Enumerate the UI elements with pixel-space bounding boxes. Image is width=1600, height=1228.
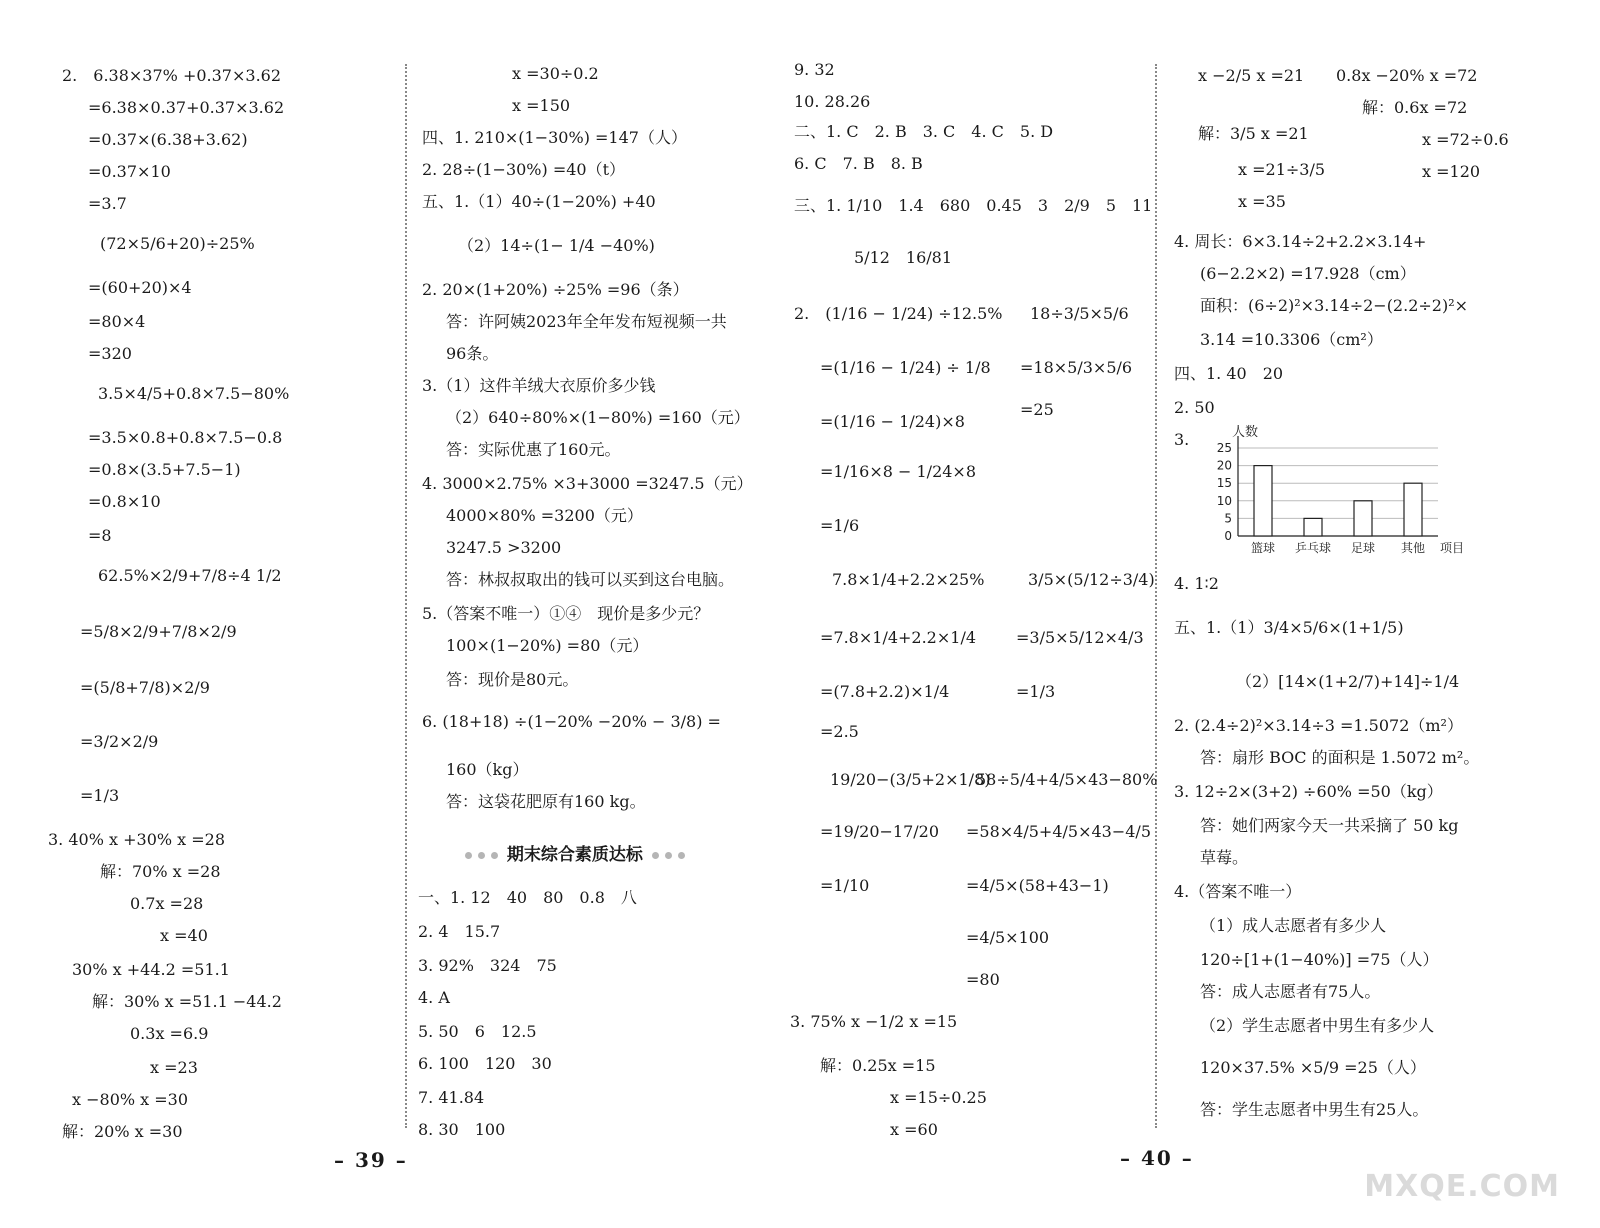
answer-line: 三、1. 1/10 1.4 680 0.45 3 2/9 5 11 <box>794 196 1153 215</box>
answer-line: =5/8×2/9+7/8×2/9 <box>80 622 237 641</box>
answer-line: 5. 50 6 12.5 <box>418 1022 537 1041</box>
y-tick-label: 25 <box>1216 441 1232 455</box>
answer-line: 5.（答案不唯一）①④ 现价是多少元？ <box>422 604 710 623</box>
answer-line: =80 <box>966 970 1000 989</box>
answer-line: =(60+20)×4 <box>88 278 192 297</box>
answer-line: 答：成人志愿者有75人。 <box>1200 982 1381 1001</box>
answer-line: x −2/5 x =21 <box>1198 66 1305 85</box>
dot-icon <box>478 852 485 859</box>
answer-line: x =120 <box>1422 162 1481 181</box>
answer-line: 解：3/5 x =21 <box>1198 124 1309 143</box>
answer-line: =4/5×(58+43−1) <box>966 876 1109 895</box>
answer-line: x =40 <box>160 926 208 945</box>
answer-line: =58×4/5+4/5×43−4/5 <box>966 822 1151 841</box>
answer-line: x =72÷0.6 <box>1422 130 1509 149</box>
answer-line: =18×5/3×5/6 <box>1020 358 1133 377</box>
answer-line: 3. 40% x +30% x =28 <box>48 830 226 849</box>
answer-line: 解：0.6x =72 <box>1362 98 1468 117</box>
answer-line: 100×(1−20%) =80（元） <box>446 636 649 655</box>
column-1 <box>0 0 400 1228</box>
answer-line: 4.（答案不唯一） <box>1174 882 1302 901</box>
answer-line: 19/20−(3/5+2×1/8) <box>830 770 991 789</box>
answer-line: 解：30% x =51.1 −44.2 <box>92 992 282 1011</box>
answer-line: 草莓。 <box>1200 848 1249 867</box>
answer-line: =1/16×8 − 1/24×8 <box>820 462 977 481</box>
answer-line: x −80% x =30 <box>72 1090 189 1109</box>
answer-line: 面积：(6÷2)²×3.14÷2−(2.2÷2)²× <box>1200 296 1469 315</box>
column-4 <box>1120 0 1590 1228</box>
answer-line: (72×5/6+20)÷25% <box>100 234 255 253</box>
answer-line: 3. <box>1174 430 1190 449</box>
answer-line: =3/5×5/12×4/3 <box>1016 628 1144 647</box>
answer-line: 0.3x =6.9 <box>130 1024 209 1043</box>
x-tick-label: 其他 <box>1400 541 1426 555</box>
answer-line: 答：这袋花肥原有160 kg。 <box>446 792 646 811</box>
answer-line: =0.8×(3.5+7.5−1) <box>88 460 241 479</box>
answer-line: 3247.5 >3200 <box>446 538 562 557</box>
answer-line: x =15÷0.25 <box>890 1088 987 1107</box>
answer-line: =(1/16 − 1/24) ÷ 1/8 <box>820 358 991 377</box>
answer-line: 4. A <box>418 988 450 1007</box>
answer-line: （2）640÷80%×(1−80%) =160（元） <box>446 408 750 427</box>
answer-line: =1/10 <box>820 876 870 895</box>
answer-line: 8. 30 100 <box>418 1120 506 1139</box>
answer-line: =1/3 <box>1016 682 1056 701</box>
x-tick-label: 乒乓球 <box>1294 541 1332 555</box>
answer-line: 4. 3000×2.75% ×3+3000 =3247.5（元） <box>422 474 753 493</box>
answer-line: =(7.8+2.2)×1/4 <box>820 682 950 701</box>
answer-line: x =150 <box>512 96 571 115</box>
answer-line: 120÷[1+(1−40%)] =75（人） <box>1200 950 1439 969</box>
answer-line: 3. 92% 324 75 <box>418 956 557 975</box>
answer-line: 62.5%×2/9+7/8÷4 1/2 <box>98 566 282 585</box>
answer-line: =4/5×100 <box>966 928 1050 947</box>
answer-line: 120×37.5% ×5/9 =25（人） <box>1200 1058 1426 1077</box>
answer-line: =(5/8+7/8)×2/9 <box>80 678 210 697</box>
answer-line: =0.37×(6.38+3.62) <box>88 130 248 149</box>
answer-line: 解：0.25x =15 <box>820 1056 936 1075</box>
answer-line: =1/6 <box>820 516 860 535</box>
answer-line: 四、1. 210×(1−30%) =147（人） <box>422 128 687 147</box>
answer-line: =8 <box>88 526 112 545</box>
answer-line: 3.（1）这件羊绒大衣原价多少钱 <box>422 376 656 395</box>
answer-line: 五、1.（1）3/4×5/6×(1+1/5) <box>1174 618 1404 637</box>
answer-line: =320 <box>88 344 132 363</box>
answer-line: =19/20−17/20 <box>820 822 940 841</box>
answer-line: 4. 周长：6×3.14÷2+2.2×3.14+ <box>1174 232 1427 251</box>
answer-line: 3. 12÷2×(3+2) ÷60% =50（kg） <box>1174 782 1443 801</box>
answer-line: 6. 100 120 30 <box>418 1054 552 1073</box>
page-number-right: – 40 – <box>1120 1146 1194 1170</box>
column-3 <box>790 0 1200 1228</box>
bar <box>1354 501 1372 536</box>
page-number-left: – 39 – <box>334 1148 408 1172</box>
answer-line: 3. 75% x −1/2 x =15 <box>790 1012 958 1031</box>
bar <box>1404 483 1422 536</box>
answer-line: 3.14 =10.3306（cm²） <box>1200 330 1383 349</box>
answer-line: 答：现价是80元。 <box>446 670 579 689</box>
answer-line: =3/2×2/9 <box>80 732 159 751</box>
y-tick-label: 0 <box>1224 529 1232 543</box>
answer-line: 58÷5/4+4/5×43−80% <box>976 770 1158 789</box>
answer-line: 4. 1∶2 <box>1174 574 1219 593</box>
answer-line: 2. (2.4÷2)²×3.14÷3 =1.5072（m²） <box>1174 716 1463 735</box>
answer-line: 7. 41.84 <box>418 1088 485 1107</box>
dot-icon <box>665 852 672 859</box>
answer-line: (6−2.2×2) =17.928（cm） <box>1200 264 1416 283</box>
answer-line: 二、1. C 2. B 3. C 4. C 5. D <box>794 122 1054 141</box>
y-tick-label: 15 <box>1216 476 1232 491</box>
y-axis-label: 人数 <box>1232 425 1259 440</box>
answer-line: 10. 28.26 <box>794 92 871 111</box>
answer-line: 160（kg） <box>446 760 529 779</box>
answer-line: 9. 32 <box>794 60 835 79</box>
answer-line: 3/5×(5/12÷3/4) <box>1028 570 1155 589</box>
answer-line: 五、1.（1）40÷(1−20%) +40 <box>422 192 656 211</box>
answer-line: =2.5 <box>820 722 859 741</box>
watermark: MXQE.COM <box>1364 1169 1560 1204</box>
answer-line: 答：扇形 BOC 的面积是 1.5072 m²。 <box>1200 748 1480 767</box>
answer-line: 6. C 7. B 8. B <box>794 154 923 173</box>
bar <box>1304 518 1322 536</box>
answer-line: 5/12 16/81 <box>854 248 953 267</box>
answer-line: 四、1. 40 20 <box>1174 364 1284 383</box>
answer-line: 答：许阿姨2023年全年发布短视频一共 <box>446 312 727 331</box>
answer-line: 答：她们两家今天一共采摘了 50 kg <box>1200 816 1459 835</box>
answer-line: 2. 28÷(1−30%) =40（t） <box>422 160 626 179</box>
answer-line: =3.7 <box>88 194 127 213</box>
x-tick-label: 篮球 <box>1250 541 1276 555</box>
answer-line: x =35 <box>1238 192 1286 211</box>
y-tick-label: 20 <box>1216 458 1232 473</box>
answer-line: 6. (18+18) ÷(1−20% −20% − 3/8) = <box>422 712 721 731</box>
section-banner-title: 期末综合素质达标 <box>506 845 643 865</box>
y-tick-label: 5 <box>1224 511 1232 526</box>
answer-line: =0.37×10 <box>88 162 171 181</box>
answer-line: 0.7x =28 <box>130 894 204 913</box>
answer-line: x =23 <box>150 1058 198 1077</box>
dot-icon <box>465 852 472 859</box>
answer-line: x =21÷3/5 <box>1238 160 1326 179</box>
x-tick-label: 足球 <box>1350 541 1376 555</box>
answer-line: 2. 50 <box>1174 398 1215 417</box>
answer-line: 答：林叔叔取出的钱可以买到这台电脑。 <box>446 570 735 589</box>
answer-line: 答：实际优惠了160元。 <box>446 440 621 459</box>
bar <box>1254 466 1272 536</box>
answer-line: （2）[14×(1+2/7)+14]÷1/4 <box>1236 672 1460 691</box>
answer-line: =7.8×1/4+2.2×1/4 <box>820 628 977 647</box>
answer-line: 2. 6.38×37% +0.37×3.62 <box>62 66 282 85</box>
answer-line: 4000×80% =3200（元） <box>446 506 643 525</box>
answer-line: =25 <box>1020 400 1054 419</box>
answer-line: 7.8×1/4+2.2×25% <box>832 570 985 589</box>
section-banner <box>462 840 688 865</box>
answer-line: =80×4 <box>88 312 146 331</box>
answer-line: =6.38×0.37+0.37×3.62 <box>88 98 285 117</box>
answer-line: 解：20% x =30 <box>62 1122 183 1141</box>
answer-line: （2）14÷(1− 1/4 −40%) <box>458 236 655 255</box>
answer-line: =0.8×10 <box>88 492 161 511</box>
answer-line: 2. (1/16 − 1/24) ÷12.5% <box>794 304 1003 323</box>
answer-line: 2. 4 15.7 <box>418 922 501 941</box>
answer-line: 18÷3/5×5/6 <box>1030 304 1129 323</box>
dot-icon <box>652 852 659 859</box>
answer-line: 96条。 <box>446 344 499 363</box>
dot-icon <box>678 852 685 859</box>
x-axis-label: 项目 <box>1440 541 1465 555</box>
dot-icon <box>491 852 498 859</box>
answer-line: 解：70% x =28 <box>100 862 221 881</box>
answer-line: =(1/16 − 1/24)×8 <box>820 412 965 431</box>
answer-line: =3.5×0.8+0.8×7.5−0.8 <box>88 428 283 447</box>
answer-line: 答：学生志愿者中男生有25人。 <box>1200 1100 1429 1119</box>
answer-line: 2. 20×(1+20%) ÷25% =96（条） <box>422 280 689 299</box>
answer-line: 0.8x −20% x =72 <box>1336 66 1478 85</box>
y-tick-label: 10 <box>1216 493 1232 508</box>
bar-chart <box>1194 424 1465 558</box>
answer-line: x =30÷0.2 <box>512 64 599 83</box>
answer-line: 一、1. 12 40 80 0.8 八 <box>418 888 637 907</box>
column-2 <box>334 0 800 1228</box>
answer-line: =1/3 <box>80 786 120 805</box>
answer-line: （2）学生志愿者中男生有多少人 <box>1200 1016 1435 1035</box>
answer-line: 3.5×4/5+0.8×7.5−80% <box>98 384 290 403</box>
answer-line: （1）成人志愿者有多少人 <box>1200 916 1387 935</box>
answer-line: x =60 <box>890 1120 938 1139</box>
answer-line: 30% x +44.2 =51.1 <box>72 960 230 979</box>
